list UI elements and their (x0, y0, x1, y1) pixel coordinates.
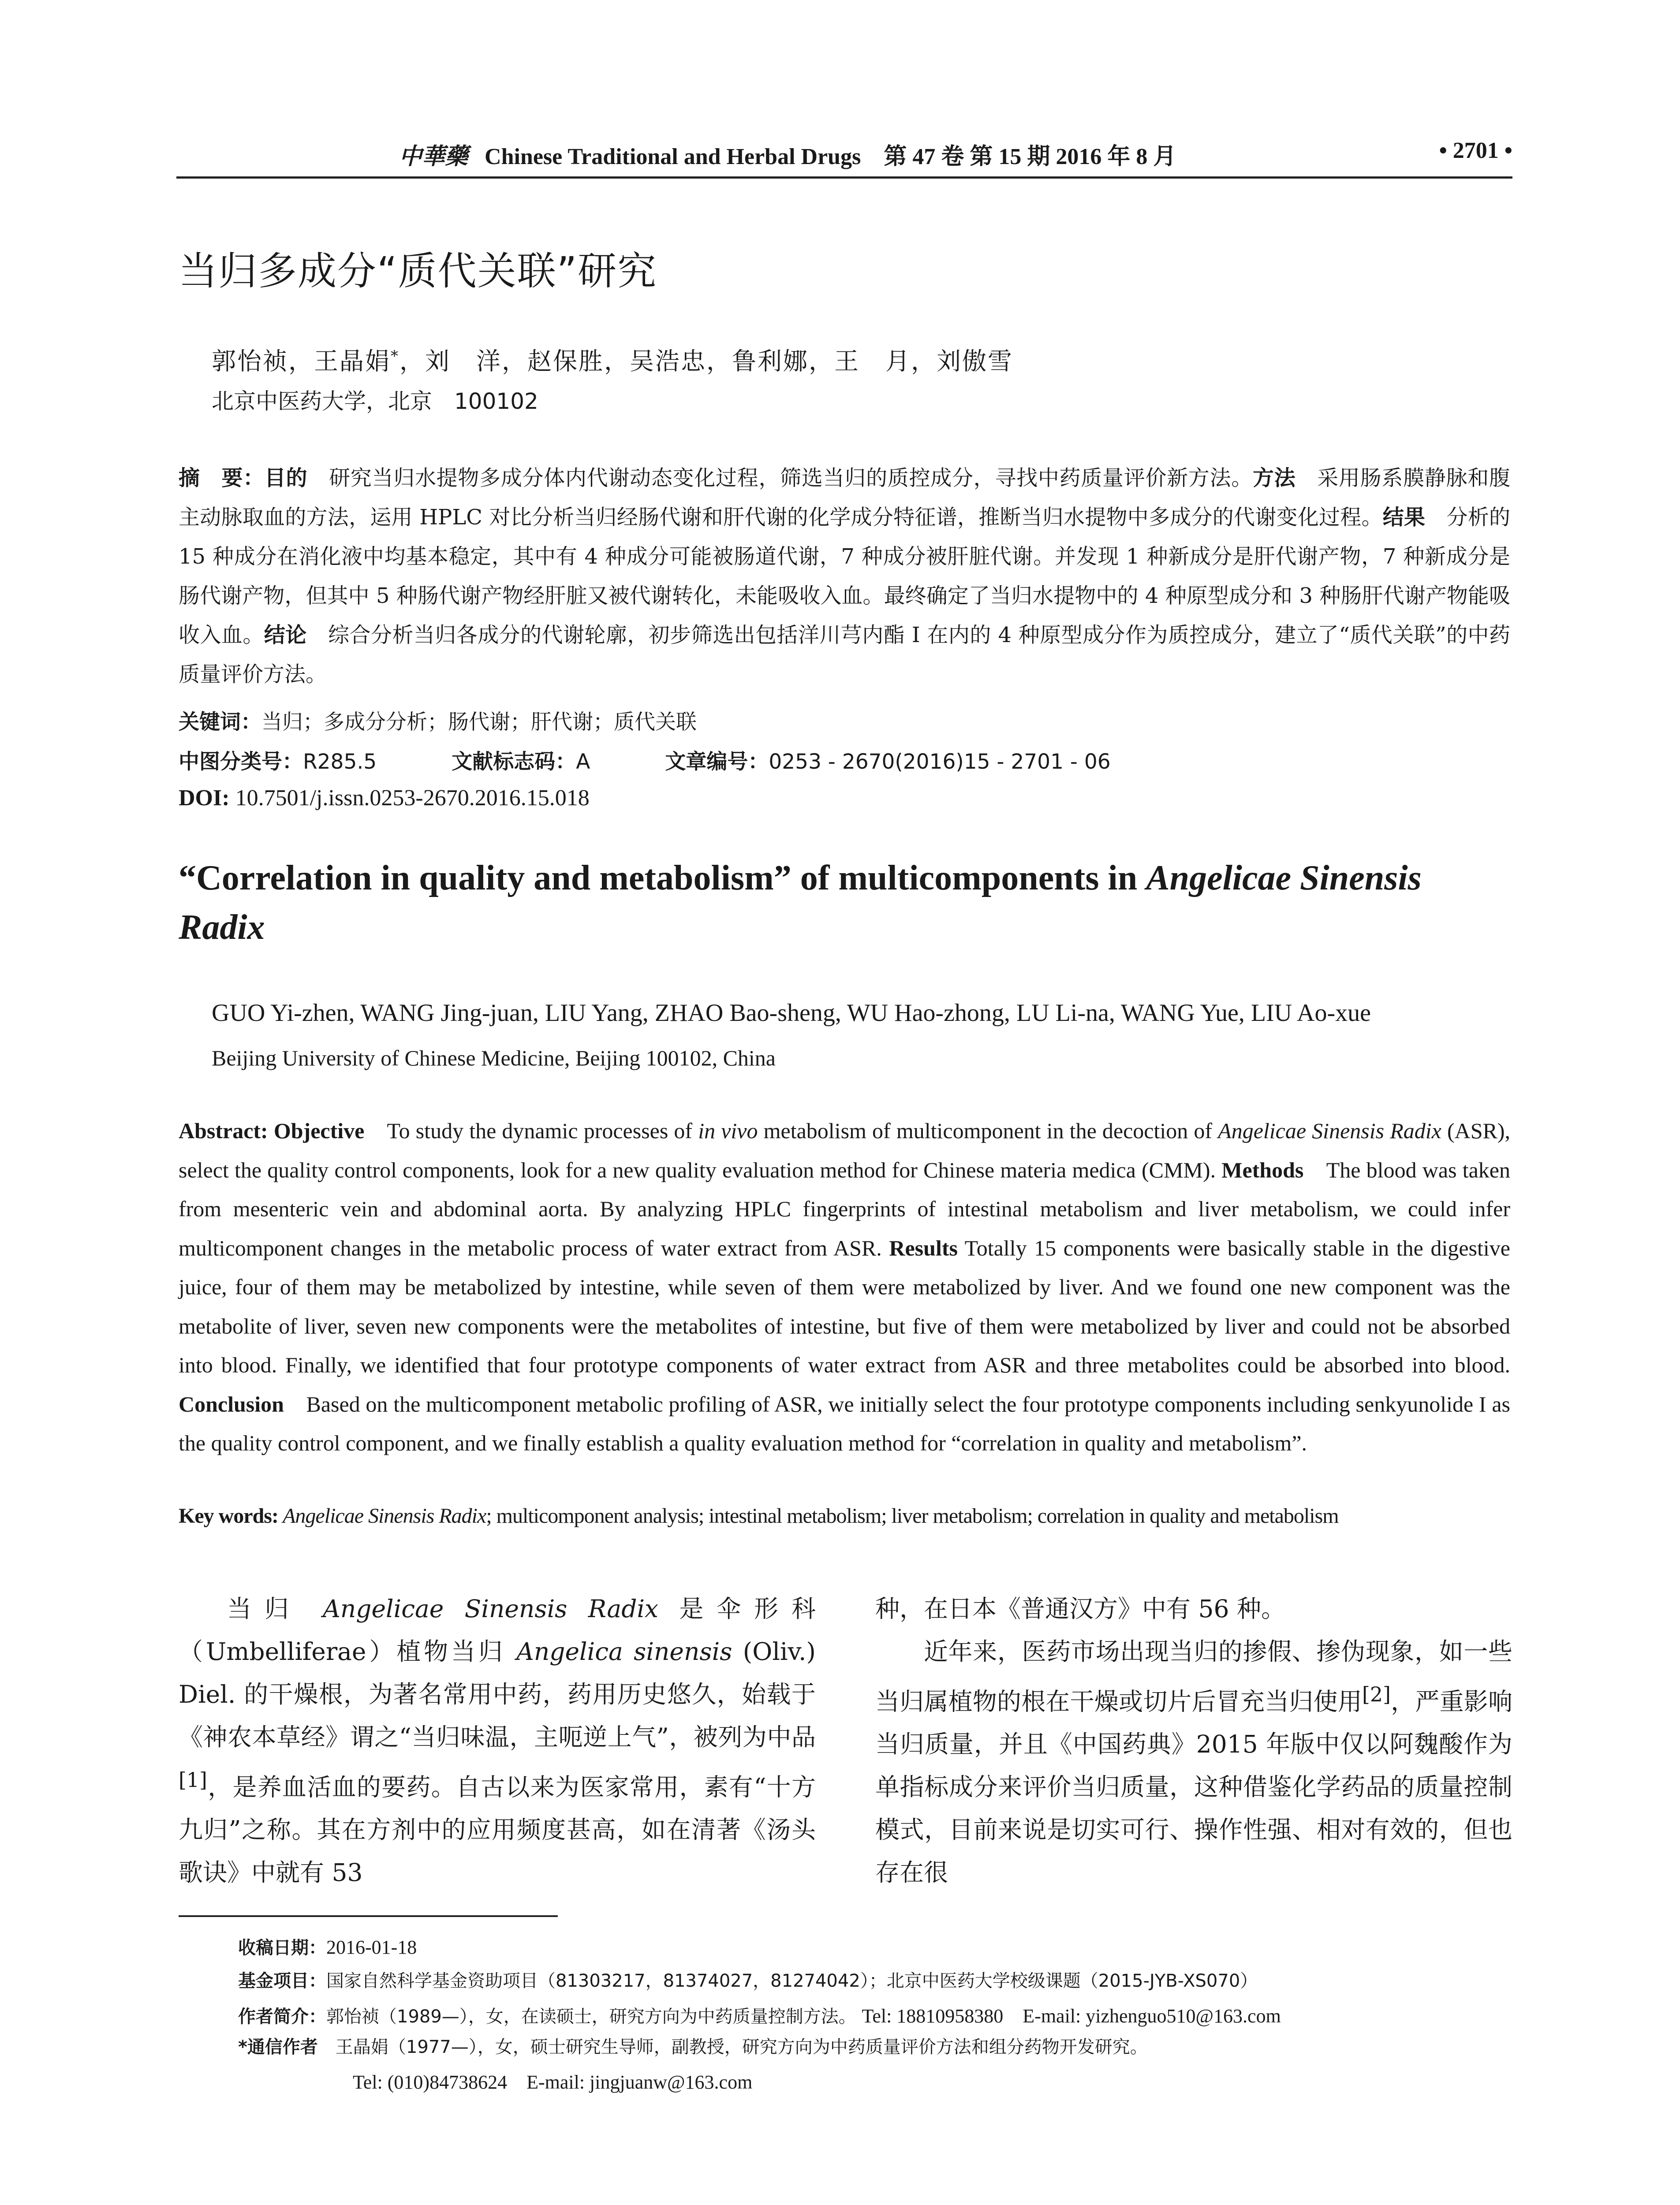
footnote-label: *通信作者 (238, 2037, 318, 2057)
clc-label: 中图分类号： (179, 750, 303, 774)
results-en-text: Totally 15 components were basically stable in the digestive juice, four of them may be metabolized by intestine, while seven of them were metabolized by liver. And we found one new component was the metabolite of liver, seven new components were the metabolites of intestine, but five of them were metabolized by liver and could not be absorbed into blood. Finally, we identified that four prototype components of water extract from ASR and three metabolites could be absorbed into blood. (179, 1235, 1510, 1377)
abstract-cn-label: 摘 要： (179, 466, 265, 490)
authors-cn (212, 342, 1013, 377)
footnote-received (238, 1934, 417, 1959)
page-number: • 2701 • (1439, 138, 1512, 163)
body-paragraph-1 (179, 1588, 816, 1894)
footnote-contact: Tel: 18810958380 E-mail: yizhenguo510@163.com (862, 2005, 1281, 2027)
footnote-corresponding (238, 2033, 1148, 2058)
footnote-author-bio (238, 2000, 1281, 2028)
body-text: ，严重影响当归质量，并且《中国药典》2015 年版中仅以阿魏酸作为单指标成分来评价当归质量，这种借鉴化学药品的质量控制模式，目前来说是切实可行、操作性强、相对有效的，但也存在很 (875, 1687, 1512, 1887)
paper-title-en-main: “Correlation in quality and metabolism” of multicomponents in (179, 859, 1146, 897)
paper-title-en (179, 853, 1501, 952)
methods-cn-label: 方法 (1253, 466, 1296, 490)
doc-code-value: A (576, 750, 590, 774)
body-latin-name: Angelicae Sinensis Radix (323, 1595, 659, 1623)
footnote-label: 收稿日期： (238, 1938, 326, 1958)
methods-en-label: Methods (1221, 1157, 1304, 1182)
keywords-en-label: Key words: (179, 1504, 278, 1528)
citation-ref[interactable]: [1] (179, 1768, 207, 1792)
corresponding-mark: * (391, 347, 400, 365)
clc-value: R285.5 (303, 750, 377, 774)
journal-issue: Chinese Traditional and Herbal Drugs 第 47 卷 第 15 期 2016 年 8 月 (485, 144, 1176, 169)
methods-cn-text: 采用肠系膜静脉和腹主动脉取血的方法，运用 HPLC 对比分析当归经肠代谢和肝代谢的化学成分特征谱，推断当归水提物中多成分的代谢变化过程。 (179, 466, 1510, 530)
doc-code-label: 文献标志码： (452, 750, 576, 774)
body-paragraph-1-cont: 种，在日本《普通汉方》中有 56 种。 (875, 1595, 1285, 1623)
body-column-left (179, 1588, 816, 1894)
results-cn-label: 结果 (1382, 505, 1426, 530)
authors-en: GUO Yi-zhen, WANG Jing-juan, LIU Yang, ZHAO Bao-sheng, WU Hao-zhong, LU Li-na, WANG Yue, LIU Ao-xue (212, 999, 1371, 1027)
body-text: 是伞形科（Umbelliferae）植物当归 (179, 1595, 816, 1666)
article-no-label: 文章编号： (665, 750, 769, 774)
results-en-label: Results (889, 1235, 958, 1260)
methods-en-text: The blood was taken from mesenteric vein and abdominal aorta. By analyzing HPLC fingerprints of intestinal metabolism and liver metabolism, we could infer multicomponent changes in the metabolic process of water extract from ASR. (179, 1157, 1510, 1260)
objective-en-text-3: (ASR), select the quality control components, look for a new quality evaluation method for Chinese materia medica (CMM). (179, 1118, 1511, 1182)
abstract-en-label: Abstract: (179, 1118, 268, 1143)
keywords-cn-text: 当归；多成分分析；肠代谢；肝代谢；质代关联 (261, 710, 697, 734)
body-text: (Oliv.) Diel. 的干燥根，为著名常用中药，药用历史悠久，始载于《神农本草经》谓之“当归味温，主呃逆上气”，被列为中品 (179, 1637, 816, 1751)
keywords-en-text: ; multicomponent analysis; intestinal metabolism; liver metabolism; correlation in quality and metabolism (486, 1504, 1339, 1528)
article-no-value: 0253 - 2670(2016)15 - 2701 - 06 (769, 750, 1111, 774)
footnote-value: 国家自然科学基金资助项目（81303217，81374027，81274042）；北京中医药大学校级课题（2015-JYB-XS070） (326, 1971, 1258, 1991)
conclusion-en-label: Conclusion (179, 1391, 284, 1416)
keywords-cn-label: 关键词： (179, 710, 261, 734)
footnote-corresponding-contact (353, 2066, 752, 2094)
doi-value: 10.7501/j.issn.0253-2670.2016.15.018 (229, 785, 590, 811)
paper-title-en-species: Angelicae Sinensis Radix (179, 859, 1422, 947)
objective-en-text-1: To study the dynamic processes of (364, 1118, 698, 1143)
footnote-label: 作者简介： (238, 2007, 326, 2027)
conclusion-cn-text: 综合分析当归各成分的代谢轮廓，初步筛选出包括洋川芎内酯 I 在内的 4 种原型成分作为质控成分，建立了“质代关联”的中药质量评价方法。 (179, 623, 1510, 687)
objective-cn-text: 研究当归水提物多成分体内代谢动态变化过程，筛选当归的质控成分，寻找中药质量评价新方法。 (307, 466, 1253, 490)
body-latin-name: Angelica sinensis (516, 1637, 732, 1666)
objective-en-label: Objective (273, 1118, 365, 1143)
objective-en-italic-1: in vivo (698, 1118, 758, 1143)
footnote-fund (238, 1967, 1258, 1992)
conclusion-en-text: Based on the multicomponent metabolic profiling of ASR, we initially select the four prototype components including senkyunolide I as the quality control component, and we finally establish a quality evaluation method for “correlation in quality and metabolism”. (179, 1391, 1510, 1455)
abstract-cn (179, 459, 1510, 694)
footnote-contact: Tel: (010)84738624 E-mail: jingjuanw@163.com (353, 2071, 753, 2093)
classification-line (179, 745, 1111, 775)
footnote-value: 郭怡祯（1989—），女，在读硕士，研究方向为中药质量控制方法。 (326, 2007, 856, 2027)
running-header (176, 128, 1512, 179)
footnote-value: 王晶娟（1977—），女，硕士研究生导师，副教授，研究方向为中药质量评价方法和组分药物开发研究。 (317, 2037, 1148, 2057)
footnote-value: 2016-01-18 (326, 1936, 417, 1958)
footnote-divider (179, 1915, 558, 1917)
keywords-en (179, 1504, 1339, 1528)
citation-ref[interactable]: [2] (1362, 1682, 1391, 1706)
conclusion-cn-label: 结论 (264, 623, 307, 647)
journal-logo: 中華藥 (399, 143, 468, 170)
body-text: 近年来，医药市场出现当归的掺假、掺伪现象，如一些当归属植物的根在干燥或切片后冒充当归使用 (875, 1637, 1512, 1716)
keywords-en-species: Angelicae Sinensis Radix (278, 1504, 486, 1528)
results-cn-text: 分析的 15 种成分在消化液中均基本稳定，其中有 4 种成分可能被肠道代谢，7 种成分被肝脏代谢。并发现 1 种新成分是肝代谢产物，7 种新成分是肠代谢产物，但其中 5 种肠代谢产物经肝脏又被代谢转化，未能吸收入血。最终确定了当归水提物中的 4 种原型成分和 3 种肠肝代谢产物能吸收入血。 (179, 505, 1510, 647)
body-text: 当归 (227, 1595, 323, 1623)
body-paragraph-2 (875, 1630, 1512, 1894)
doi-label: DOI: (179, 785, 230, 811)
abstract-en (179, 1111, 1510, 1463)
footnote-label: 基金项目： (238, 1971, 326, 1991)
affiliation-cn: 北京中医药大学，北京 100102 (212, 389, 538, 414)
keywords-cn (179, 706, 697, 735)
objective-en-text-2: metabolism of multicomponent in the decoction of (758, 1118, 1218, 1143)
authors-cn-rest: ，刘 洋，赵保胜，吴浩忠，鲁利娜，王 月，刘傲雪 (399, 347, 1014, 375)
objective-cn-label: 目的 (264, 466, 308, 490)
objective-en-italic-2: Angelicae Sinensis Radix (1218, 1118, 1441, 1143)
body-column-right (875, 1588, 1512, 1894)
paper-title-cn: 当归多成分“质代关联”研究 (179, 248, 657, 294)
journal-info (399, 138, 1176, 171)
doi-line (179, 785, 590, 811)
authors-cn-first: 郭怡祯，王晶娟 (212, 347, 391, 375)
affiliation-en: Beijing University of Chinese Medicine, Beijing 100102, China (212, 1046, 776, 1070)
body-text: ，是养血活血的要药。自古以来为医家常用，素有“十方九归”之称。其在方剂中的应用频度甚高，如在清著《汤头歌诀》中就有 53 (179, 1773, 816, 1887)
